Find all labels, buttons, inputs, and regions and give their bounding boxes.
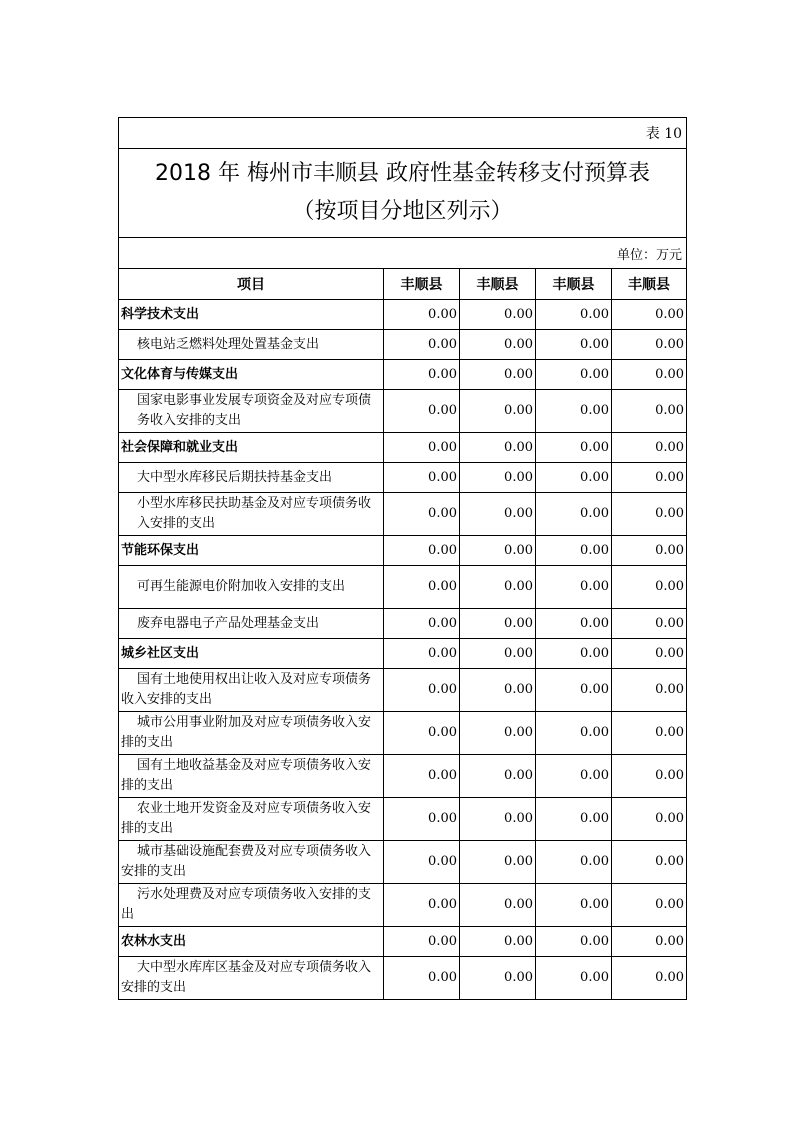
amount-cell: 0.00 [536, 463, 612, 493]
amount-cell: 0.00 [536, 330, 612, 360]
amount-cell: 0.00 [384, 360, 460, 390]
amount-cell: 0.00 [536, 536, 612, 566]
amount-cell: 0.00 [536, 433, 612, 463]
amount-cell: 0.00 [612, 841, 687, 884]
item-row [119, 841, 687, 884]
item-row [119, 566, 687, 609]
item-row [119, 755, 687, 798]
amount-cell: 0.00 [536, 798, 612, 841]
amount-cell: 0.00 [460, 300, 536, 330]
amount-cell: 0.00 [384, 609, 460, 639]
amount-cell: 0.00 [612, 360, 687, 390]
item-row [119, 957, 687, 1000]
amount-cell: 0.00 [460, 639, 536, 669]
category-name: 农林水支出 [119, 927, 384, 957]
item-name: 国有土地收益基金及对应专项债务收入安排的支出 [119, 755, 384, 798]
column-header-region: 丰顺县 [536, 269, 612, 300]
item-row [119, 798, 687, 841]
column-header-region: 丰顺县 [612, 269, 687, 300]
category-row [119, 536, 687, 566]
item-name: 国有土地使用权出让收入及对应专项债务收入安排的支出 [119, 669, 384, 712]
amount-cell: 0.00 [384, 330, 460, 360]
amount-cell: 0.00 [612, 957, 687, 1000]
item-name: 可再生能源电价附加收入安排的支出 [119, 566, 384, 609]
amount-cell: 0.00 [460, 609, 536, 639]
title-line-1: 2018 年 梅州市丰顺县 政府性基金转移支付预算表 [155, 161, 650, 186]
amount-cell: 0.00 [536, 884, 612, 927]
category-row [119, 433, 687, 463]
amount-cell: 0.00 [536, 493, 612, 536]
amount-cell: 0.00 [384, 300, 460, 330]
amount-cell: 0.00 [460, 755, 536, 798]
item-name: 污水处理费及对应专项债务收入安排的支出 [119, 884, 384, 927]
amount-cell: 0.00 [460, 669, 536, 712]
item-name: 小型水库移民扶助基金及对应专项债务收入安排的支出 [119, 493, 384, 536]
budget-table [118, 117, 687, 1000]
amount-cell: 0.00 [536, 927, 612, 957]
item-row [119, 712, 687, 755]
amount-cell: 0.00 [612, 755, 687, 798]
amount-cell: 0.00 [460, 536, 536, 566]
item-name: 城市基础设施配套费及对应专项债务收入安排的支出 [119, 841, 384, 884]
item-name: 大中型水库库区基金及对应专项债务收入安排的支出 [119, 957, 384, 1000]
amount-cell: 0.00 [536, 957, 612, 1000]
item-row [119, 669, 687, 712]
amount-cell: 0.00 [536, 566, 612, 609]
amount-cell: 0.00 [384, 433, 460, 463]
column-header-item: 项目 [119, 269, 384, 300]
amount-cell: 0.00 [384, 755, 460, 798]
category-name: 城乡社区支出 [119, 639, 384, 669]
header-row [119, 269, 687, 300]
amount-cell: 0.00 [384, 493, 460, 536]
amount-cell: 0.00 [612, 669, 687, 712]
amount-cell: 0.00 [536, 300, 612, 330]
item-row [119, 609, 687, 639]
amount-cell: 0.00 [460, 330, 536, 360]
amount-cell: 0.00 [460, 463, 536, 493]
unit-row [119, 238, 687, 269]
amount-cell: 0.00 [536, 390, 612, 433]
amount-cell: 0.00 [384, 884, 460, 927]
item-name: 城市公用事业附加及对应专项债务收入安排的支出 [119, 712, 384, 755]
item-name: 核电站乏燃料处理处置基金支出 [119, 330, 384, 360]
amount-cell: 0.00 [536, 841, 612, 884]
amount-cell: 0.00 [612, 493, 687, 536]
amount-cell: 0.00 [536, 609, 612, 639]
item-name: 国家电影事业发展专项资金及对应专项债务收入安排的支出 [119, 390, 384, 433]
amount-cell: 0.00 [612, 536, 687, 566]
category-name: 科学技术支出 [119, 300, 384, 330]
category-name: 社会保障和就业支出 [119, 433, 384, 463]
column-header-region: 丰顺县 [384, 269, 460, 300]
amount-cell: 0.00 [612, 433, 687, 463]
amount-cell: 0.00 [384, 798, 460, 841]
item-row [119, 390, 687, 433]
amount-cell: 0.00 [612, 330, 687, 360]
amount-cell: 0.00 [384, 712, 460, 755]
amount-cell: 0.00 [536, 669, 612, 712]
amount-cell: 0.00 [612, 609, 687, 639]
category-row [119, 927, 687, 957]
item-row [119, 493, 687, 536]
amount-cell: 0.00 [384, 841, 460, 884]
amount-cell: 0.00 [460, 433, 536, 463]
title-row [119, 149, 687, 238]
item-row [119, 884, 687, 927]
amount-cell: 0.00 [612, 798, 687, 841]
title-line-2: （按项目分地区列示） [292, 199, 513, 224]
amount-cell: 0.00 [460, 712, 536, 755]
table-number-row [119, 118, 687, 149]
amount-cell: 0.00 [612, 566, 687, 609]
category-row [119, 300, 687, 330]
amount-cell: 0.00 [460, 493, 536, 536]
amount-cell: 0.00 [460, 390, 536, 433]
amount-cell: 0.00 [384, 669, 460, 712]
amount-cell: 0.00 [536, 712, 612, 755]
item-row [119, 330, 687, 360]
amount-cell: 0.00 [460, 927, 536, 957]
amount-cell: 0.00 [384, 566, 460, 609]
item-row [119, 463, 687, 493]
amount-cell: 0.00 [612, 884, 687, 927]
item-name: 废弃电器电子产品处理基金支出 [119, 609, 384, 639]
amount-cell: 0.00 [612, 463, 687, 493]
amount-cell: 0.00 [612, 927, 687, 957]
item-name: 大中型水库移民后期扶持基金支出 [119, 463, 384, 493]
amount-cell: 0.00 [384, 536, 460, 566]
category-row [119, 360, 687, 390]
amount-cell: 0.00 [384, 390, 460, 433]
unit-label: 单位：万元 [119, 238, 687, 269]
column-header-region: 丰顺县 [460, 269, 536, 300]
amount-cell: 0.00 [536, 360, 612, 390]
amount-cell: 0.00 [612, 712, 687, 755]
amount-cell: 0.00 [460, 566, 536, 609]
amount-cell: 0.00 [384, 463, 460, 493]
amount-cell: 0.00 [612, 390, 687, 433]
amount-cell: 0.00 [460, 957, 536, 1000]
amount-cell: 0.00 [460, 841, 536, 884]
category-name: 节能环保支出 [119, 536, 384, 566]
amount-cell: 0.00 [384, 639, 460, 669]
amount-cell: 0.00 [536, 639, 612, 669]
amount-cell: 0.00 [384, 927, 460, 957]
amount-cell: 0.00 [612, 639, 687, 669]
amount-cell: 0.00 [460, 884, 536, 927]
amount-cell: 0.00 [612, 300, 687, 330]
amount-cell: 0.00 [460, 360, 536, 390]
category-name: 文化体育与传媒支出 [119, 360, 384, 390]
amount-cell: 0.00 [536, 755, 612, 798]
amount-cell: 0.00 [384, 957, 460, 1000]
amount-cell: 0.00 [460, 798, 536, 841]
table-number: 表 10 [119, 118, 687, 149]
category-row [119, 639, 687, 669]
item-name: 农业土地开发资金及对应专项债务收入安排的支出 [119, 798, 384, 841]
page-title [119, 149, 687, 238]
